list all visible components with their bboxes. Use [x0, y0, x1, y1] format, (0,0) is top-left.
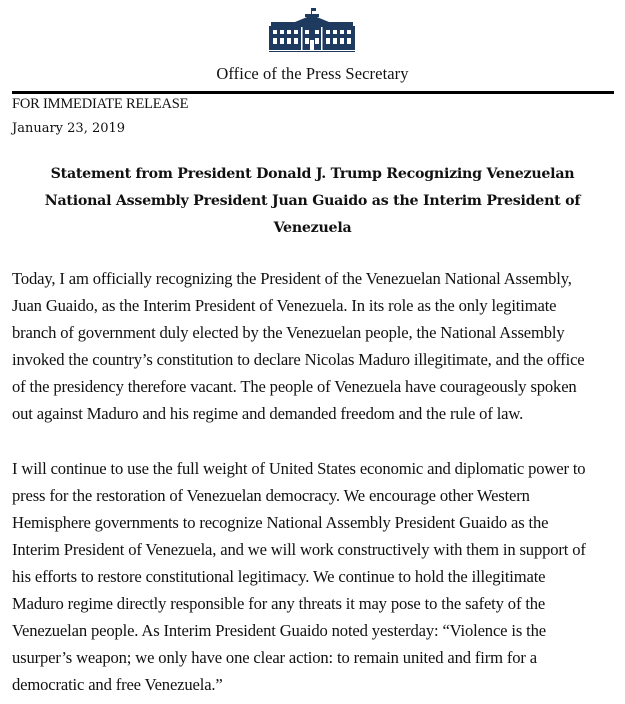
text-line: Maduro regime directly responsible for any threats it may pose to the safety of the	[12, 594, 546, 613]
text-line: usurper’s weapon; we only have one clear action: to remain united and firm for a	[12, 648, 537, 667]
text-line: Hemisphere governments to recognize National Assembly President Guaido as the	[12, 513, 549, 532]
title-line: National Assembly President Juan Guaido as the Interim President of	[44, 193, 581, 209]
text-line: Juan Guaido, as the Interim President of Venezuela. In its role as the only legitimate	[12, 296, 557, 315]
text-line: Interim President of Venezuela, and we will work constructively with them in support of	[12, 540, 586, 559]
title-line: Statement from President Donald J. Trump Recognizing Venezuelan	[50, 166, 575, 182]
text-line: democratic and free Venezuela.”	[12, 675, 223, 694]
paragraph-2	[12, 455, 622, 698]
text-line: branch of government duly elected by the Venezuelan people, the National Assembly	[12, 323, 565, 342]
text-line: press for the restoration of Venezuelan democracy. We encourage other Western	[12, 486, 530, 505]
office-name: Office of the Press Secretary	[216, 64, 409, 83]
text-line: his efforts to restore constitutional legitimacy. We continue to hold the illegitimate	[12, 567, 546, 586]
text-line: invoked the country’s constitution to declare Nicolas Maduro illegitimate, and the office	[12, 350, 585, 369]
statement-title	[20, 161, 605, 242]
text-line: I will continue to use the full weight of United States economic and diplomatic power to	[12, 459, 586, 478]
release-label: FOR IMMEDIATE RELEASE	[12, 96, 189, 112]
text-line: Venezuelan people. As Interim President Guaido noted yesterday: “Violence is the	[12, 621, 546, 640]
divider	[12, 91, 614, 94]
white-house-icon	[265, 8, 359, 54]
text-line: out against Maduro and his regime and demanded freedom and the rule of law.	[12, 404, 524, 423]
title-line: Venezuela	[273, 220, 352, 236]
text-line: of the presidency therefore vacant. The people of Venezuela have courageously spoken	[12, 377, 577, 396]
text-line: Today, I am officially recognizing the President of the Venezuelan National Assembly,	[12, 269, 572, 288]
release-date: January 23, 2019	[12, 121, 126, 136]
paragraph-1	[12, 265, 622, 427]
